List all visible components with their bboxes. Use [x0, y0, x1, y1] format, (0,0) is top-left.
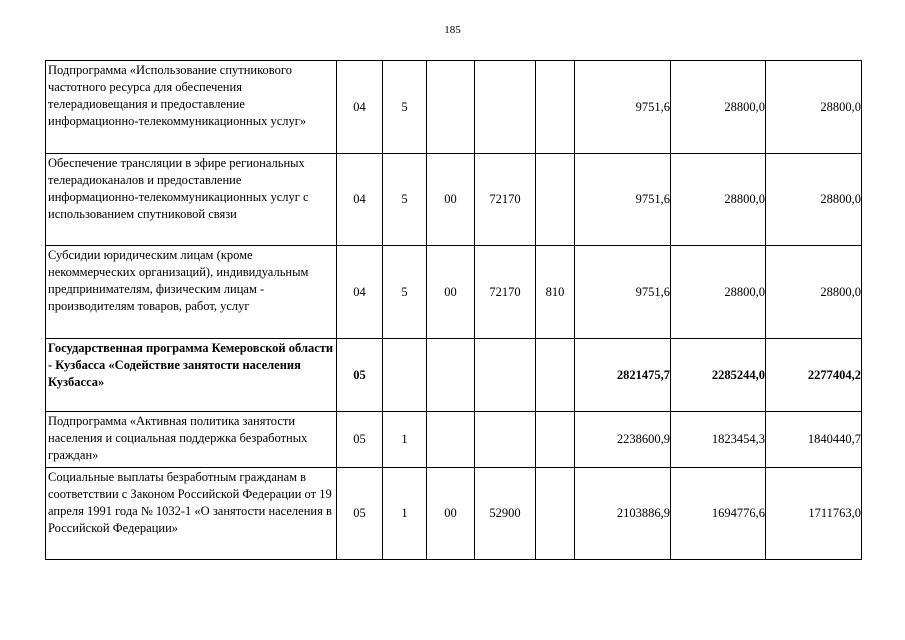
subprogram-code	[427, 339, 475, 412]
direction-code	[475, 412, 536, 468]
amount-year-2: 28800,0	[671, 154, 766, 246]
program-code: 5	[383, 61, 427, 154]
program-code: 1	[383, 468, 427, 560]
amount-year-3: 2277404,2	[766, 339, 862, 412]
subprogram-code	[427, 61, 475, 154]
direction-code: 72170	[475, 154, 536, 246]
amount-year-2: 1694776,6	[671, 468, 766, 560]
row-name: Подпрограмма «Активная политика занятости населения и социальная поддержка безработных граждан»	[46, 412, 337, 468]
amount-year-2: 1823454,3	[671, 412, 766, 468]
row-name: Субсидии юридическим лицам (кроме некоммерческих организаций), индивидуальным предпринимателям, физическим лицам - производителям товаров, работ, услуг	[46, 246, 337, 339]
amount-year-3: 28800,0	[766, 61, 862, 154]
table-row	[46, 61, 862, 154]
section-code: 04	[337, 246, 383, 339]
table-row	[46, 246, 862, 339]
expense-type-code	[536, 61, 575, 154]
program-code: 5	[383, 246, 427, 339]
amount-year-2: 2285244,0	[671, 339, 766, 412]
direction-code	[475, 61, 536, 154]
section-code: 05	[337, 339, 383, 412]
row-name: Государственная программа Кемеровской области - Кузбасса «Содействие занятости населения Кузбасса»	[46, 339, 337, 412]
amount-year-1: 9751,6	[575, 61, 671, 154]
expense-type-code	[536, 339, 575, 412]
row-name: Социальные выплаты безработным гражданам в соответствии с Законом Российской Федерации от 19 апреля 1991 года № 1032-1 «О занятости населения в Российской Федерации»	[46, 468, 337, 560]
row-name: Обеспечение трансляции в эфире региональных телерадиоканалов и предоставление информационно-телекоммуникационных услуг с использованием спутниковой связи	[46, 154, 337, 246]
subprogram-code	[427, 412, 475, 468]
amount-year-2: 28800,0	[671, 246, 766, 339]
table-row	[46, 154, 862, 246]
expense-type-code	[536, 154, 575, 246]
expense-type-code	[536, 412, 575, 468]
expense-type-code: 810	[536, 246, 575, 339]
table-row	[46, 468, 862, 560]
section-code: 04	[337, 61, 383, 154]
section-code: 05	[337, 468, 383, 560]
program-code	[383, 339, 427, 412]
amount-year-1: 9751,6	[575, 246, 671, 339]
direction-code: 72170	[475, 246, 536, 339]
table-row	[46, 412, 862, 468]
table-row	[46, 339, 862, 412]
expense-type-code	[536, 468, 575, 560]
subprogram-code: 00	[427, 154, 475, 246]
amount-year-1: 2103886,9	[575, 468, 671, 560]
page-number: 185	[444, 24, 461, 36]
row-name: Подпрограмма «Использование спутникового частотного ресурса для обеспечения телерадиовещания и предоставление информационно-телекоммуникационных услуг»	[46, 61, 337, 154]
budget-table	[45, 60, 862, 560]
amount-year-1: 9751,6	[575, 154, 671, 246]
subprogram-code: 00	[427, 468, 475, 560]
direction-code	[475, 339, 536, 412]
amount-year-2: 28800,0	[671, 61, 766, 154]
amount-year-3: 28800,0	[766, 154, 862, 246]
amount-year-1: 2238600,9	[575, 412, 671, 468]
program-code: 1	[383, 412, 427, 468]
amount-year-1: 2821475,7	[575, 339, 671, 412]
subprogram-code: 00	[427, 246, 475, 339]
amount-year-3: 1711763,0	[766, 468, 862, 560]
program-code: 5	[383, 154, 427, 246]
section-code: 04	[337, 154, 383, 246]
amount-year-3: 28800,0	[766, 246, 862, 339]
section-code: 05	[337, 412, 383, 468]
direction-code: 52900	[475, 468, 536, 560]
amount-year-3: 1840440,7	[766, 412, 862, 468]
